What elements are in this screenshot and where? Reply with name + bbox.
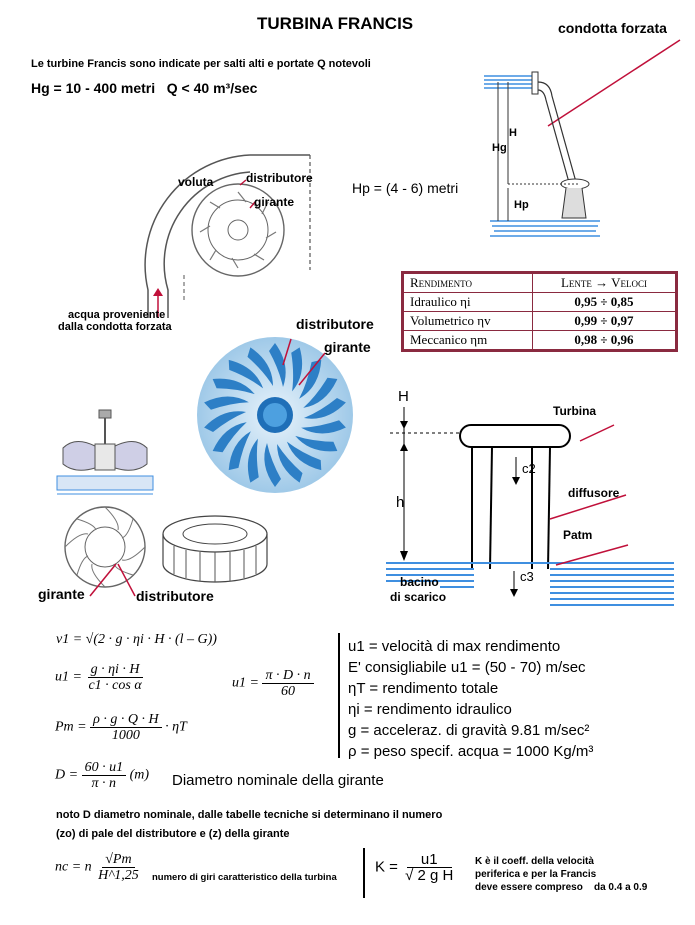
- condotta-forzata-label: condotta forzata: [558, 20, 667, 36]
- d-unit: (m): [129, 767, 149, 783]
- hg-label: Hg: [492, 142, 507, 154]
- h-label: H: [509, 127, 517, 139]
- k-formula: [375, 852, 456, 883]
- rendimento-row-name: Volumetrico ηv: [404, 312, 533, 331]
- k-numerator: u1: [407, 852, 452, 868]
- k-lhs: K =: [375, 858, 398, 876]
- c2-label: c2: [522, 461, 536, 476]
- pm-formula: [55, 712, 187, 743]
- legend-item: u1 = velocità di max rendimento: [348, 638, 561, 655]
- distributore-label-3: distributore: [136, 588, 214, 604]
- hp-small-label: Hp: [514, 199, 529, 211]
- nc-formula: [55, 852, 142, 883]
- pm-denominator: 1000: [111, 728, 140, 743]
- acqua-label-1: acqua proveniente: [68, 309, 166, 321]
- page-title: TURBINA FRANCIS: [257, 14, 414, 33]
- u1-fraction: [85, 662, 144, 693]
- pm-fraction: [90, 712, 161, 743]
- u1-denominator: c1 · cos α: [88, 678, 142, 693]
- nc-description: numero di giri caratteristico della turbina: [152, 872, 337, 883]
- rendimento-row-value: 0,95 ÷ 0,85: [533, 293, 676, 312]
- u1-numerator: g · ηi · H: [88, 662, 143, 678]
- rendimento-row-value: 0,98 ÷ 0,96: [533, 331, 676, 350]
- note-line-1: noto D diametro nominale, dalle tabelle tecniche si determinano il numero: [56, 809, 443, 821]
- rendimento-row-value: 0,99 ÷ 0,97: [533, 312, 676, 331]
- pm-numerator: ρ · g · Q · H: [90, 712, 161, 728]
- d-lhs: D =: [55, 767, 79, 783]
- c3-label: c3: [520, 569, 534, 584]
- nc-numerator: √Pm: [102, 852, 134, 868]
- legend-list: [348, 636, 593, 762]
- u1b-fraction: [262, 668, 313, 699]
- k-note-line: K è il coeff. della velocità: [475, 856, 594, 867]
- u1-lhs: u1 =: [55, 669, 82, 685]
- girante-label-2: girante: [324, 339, 371, 355]
- acqua-label-2: dalla condotta forzata: [58, 321, 172, 333]
- ring-drawing: [160, 512, 270, 592]
- rendimento-row-name: Idraulico ηi: [404, 293, 533, 312]
- distributore-label: distributore: [246, 171, 313, 185]
- girante-label-3: girante: [38, 586, 85, 602]
- rendimento-row-name: Meccanico ηm: [404, 331, 533, 350]
- legend-item: E' consigliabile u1 = (50 - 70) m/sec: [348, 659, 586, 676]
- bacino-label-1: bacino: [400, 575, 439, 589]
- hp-range: Hp = (4 - 6) metri: [352, 180, 459, 196]
- bacino-label-2: di scarico: [390, 590, 447, 604]
- u1b-numerator: π · D · n: [262, 668, 313, 684]
- schema-h-upper: H: [398, 388, 409, 405]
- rendimento-table: [401, 271, 678, 352]
- v1-formula: v1 = √(2 · g · ηi · H · (l – G)): [56, 632, 217, 647]
- u1-formula: [55, 662, 145, 693]
- legend-divider: [338, 633, 340, 758]
- legend-item: g = acceleraz. di gravità 9.81 m/sec²: [348, 722, 590, 739]
- rendimento-header-right: Lente → Veloci: [533, 274, 676, 293]
- runner-illustration: [195, 335, 365, 505]
- diffusore-label: diffusore: [568, 486, 620, 500]
- nc-lhs: nc = n: [55, 859, 92, 875]
- k-note-line: deve essere compreso da 0.4 a 0.9: [475, 882, 648, 893]
- u1b-denominator: 60: [281, 684, 296, 699]
- ranges-text: Hg = 10 - 400 metri Q < 40 m³/sec: [31, 80, 258, 96]
- u1b-formula: [232, 668, 314, 699]
- voluta-label: voluta: [178, 175, 214, 189]
- pm-lhs: Pm =: [55, 719, 87, 735]
- patm-label: Patm: [563, 528, 593, 542]
- note-line-2: (zo) di pale del distributore e (z) della girante: [56, 828, 290, 840]
- u1b-lhs: u1 =: [232, 675, 259, 691]
- penstock-diagram: [480, 36, 690, 246]
- girante-label: girante: [254, 195, 295, 209]
- turbina-label: Turbina: [553, 404, 597, 418]
- d-formula: [55, 760, 149, 791]
- k-fraction: [402, 852, 456, 883]
- d-fraction: [82, 760, 127, 791]
- k-note: [475, 855, 647, 894]
- d-denominator: π · n: [91, 776, 117, 791]
- rendimento-header-left: Rendimento: [404, 274, 533, 293]
- k-denominator: √ 2 g H: [405, 867, 454, 884]
- pm-tail: · ηT: [165, 719, 187, 735]
- intro-text: Le turbine Francis sono indicate per salti alti e portate Q notevoli: [31, 58, 371, 70]
- distributore-label-2: distributore: [296, 316, 374, 332]
- k-divider: [363, 848, 365, 898]
- legend-item: ρ = peso specif. acqua = 1000 Kg/m³: [348, 743, 594, 760]
- legend-item: ηT = rendimento totale: [348, 680, 499, 697]
- nc-fraction: [95, 852, 142, 883]
- legend-item: ηi = rendimento idraulico: [348, 701, 512, 718]
- cross-section-sketch: [55, 408, 155, 500]
- k-note-line: periferica e per la Francis: [475, 869, 597, 880]
- d-numerator: 60 · u1: [82, 760, 127, 776]
- nc-denominator: H^1,25: [98, 868, 139, 883]
- label-pointers: [80, 560, 140, 600]
- d-description: Diametro nominale della girante: [172, 772, 384, 789]
- schema-h-lower: h: [396, 494, 405, 511]
